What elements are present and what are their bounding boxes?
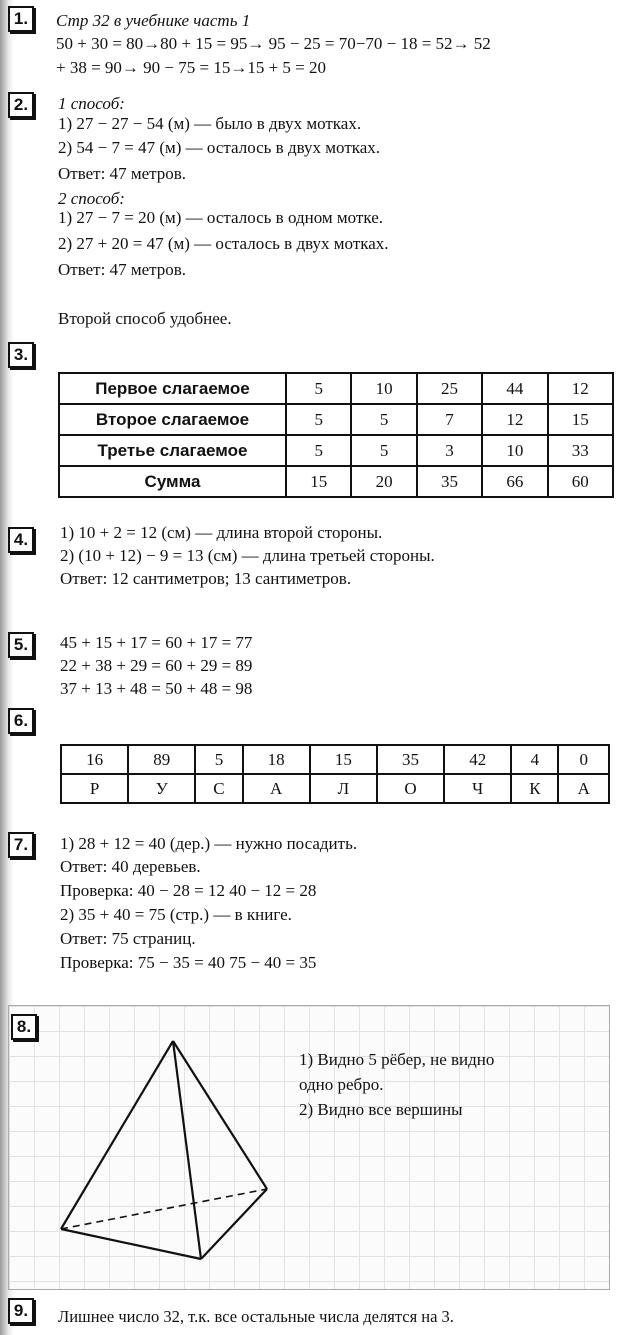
table-row [61, 774, 609, 803]
table-cell: 3 [417, 435, 482, 466]
table-cell: 15 [548, 404, 613, 435]
table-cell: 15 [286, 466, 351, 497]
number-cell: 16 [61, 745, 128, 774]
task-7-line: Ответ: 75 страниц. [60, 929, 196, 948]
letter-cell: Р [61, 774, 128, 803]
table-row [59, 435, 613, 466]
number-cell: 5 [195, 745, 242, 774]
row-label: Сумма [59, 466, 286, 497]
task-4-answer: Ответ: 12 сантиметров; 13 сантиметров. [60, 569, 352, 588]
table-row [59, 373, 613, 404]
letter-cell: А [558, 774, 609, 803]
table-row [59, 404, 613, 435]
table-cell: 10 [482, 435, 547, 466]
task-4-number: 4. [8, 527, 34, 553]
task-9-answer: Лишнее число 32, т.к. все остальные числа делятся на 3. [58, 1307, 454, 1326]
letter-cell: Ч [444, 774, 511, 803]
task-2-line: 2) 27 + 20 = 47 (м) — осталось в двух мотках. [58, 234, 389, 253]
task-4-line: 1) 10 + 2 = 12 (см) — длина второй стороны. [60, 523, 383, 542]
task-2-line: 1) 27 − 27 − 54 (м) — было в двух мотках. [58, 114, 362, 133]
task-8-line: одно ребро. [299, 1075, 384, 1094]
task-2-answer-2: Ответ: 47 метров. [58, 260, 187, 279]
letter-cell: О [377, 774, 444, 803]
task-2-conclusion: Второй способ удобнее. [58, 309, 232, 328]
task-2-number: 2. [8, 92, 34, 118]
task-7-line: Проверка: 40 − 28 = 12 40 − 12 = 28 [60, 881, 317, 900]
number-cell: 18 [243, 745, 310, 774]
task-3-number: 3. [8, 342, 34, 368]
table-cell: 12 [482, 404, 547, 435]
table-cell: 33 [548, 435, 613, 466]
table-cell: 12 [548, 373, 613, 404]
letter-cell: А [243, 774, 310, 803]
task-7-line: Ответ: 40 деревьев. [60, 857, 201, 876]
task-7-line: 1) 28 + 12 = 40 (дер.) — нужно посадить. [60, 834, 358, 853]
table-cell: 60 [548, 466, 613, 497]
table-cell: 44 [482, 373, 547, 404]
task-8-line: 2) Видно все вершины [299, 1100, 463, 1119]
pyramid-edge [173, 1041, 201, 1259]
pyramid-edge [201, 1189, 267, 1259]
letter-cell: К [511, 774, 558, 803]
row-label: Второе слагаемое [59, 404, 286, 435]
task-2-answer-1: Ответ: 47 метров. [58, 164, 187, 183]
task-2-method-1-heading: 1 способ: [58, 94, 125, 113]
table-cell: 5 [351, 404, 416, 435]
task-1-reference: Стр 32 в учебнике часть 1 [56, 11, 251, 30]
pyramid-edge [173, 1041, 267, 1189]
table-cell: 66 [482, 466, 547, 497]
pyramid-visible-edges [61, 1041, 267, 1259]
pyramid-edge [61, 1229, 201, 1259]
task-5-number: 5. [8, 632, 34, 658]
task-1-chain-line-1: 50 + 30 = 80→80 + 15 = 95→ 95 − 25 = 70−70 − 18 = 52→ 52 [56, 34, 491, 53]
task-2-line: 1) 27 − 7 = 20 (м) — осталось в одном мотке. [58, 208, 383, 227]
table-row [61, 745, 609, 774]
table-cell: 5 [286, 404, 351, 435]
table-cell: 7 [417, 404, 482, 435]
task-5-line: 45 + 15 + 17 = 60 + 17 = 77 [60, 633, 253, 652]
task-8-line: 1) Видно 5 рёбер, не видно [299, 1050, 495, 1069]
task-6-number: 6. [8, 708, 34, 734]
table-cell: 5 [286, 373, 351, 404]
cipher-table [60, 744, 610, 804]
letter-cell: С [195, 774, 242, 803]
number-cell: 0 [558, 745, 609, 774]
number-cell: 89 [128, 745, 195, 774]
table-row [59, 466, 613, 497]
row-label: Первое слагаемое [59, 373, 286, 404]
table-cell: 5 [286, 435, 351, 466]
task-5-line: 37 + 13 + 48 = 50 + 48 = 98 [60, 679, 253, 698]
addition-table [58, 372, 614, 498]
letter-cell: У [128, 774, 195, 803]
number-cell: 42 [444, 745, 511, 774]
task-7-number: 7. [8, 832, 34, 858]
task-8-number: 8. [11, 1014, 37, 1040]
task-7-line: Проверка: 75 − 35 = 40 75 − 40 = 35 [60, 953, 317, 972]
letter-cell: Л [310, 774, 377, 803]
number-cell: 15 [310, 745, 377, 774]
number-cell: 4 [511, 745, 558, 774]
row-label: Третье слагаемое [59, 435, 286, 466]
table-cell: 20 [351, 466, 416, 497]
task-1-number: 1. [8, 6, 34, 32]
task-7-line: 2) 35 + 40 = 75 (стр.) — в книге. [60, 905, 292, 924]
table-cell: 35 [417, 466, 482, 497]
task-5-line: 22 + 38 + 29 = 60 + 29 = 89 [60, 656, 253, 675]
task-1-chain-line-2: + 38 = 90→ 90 − 75 = 15→15 + 5 = 20 [56, 58, 327, 77]
number-cell: 35 [377, 745, 444, 774]
task-9-number: 9. [8, 1298, 34, 1324]
table-cell: 5 [351, 435, 416, 466]
task-2-method-2-heading: 2 способ: [58, 189, 125, 208]
pyramid-edge [61, 1041, 173, 1229]
grid-paper-figure [8, 1005, 610, 1290]
table-cell: 10 [351, 373, 416, 404]
task-2-line: 2) 54 − 7 = 47 (м) — осталось в двух мотках. [58, 138, 381, 157]
table-cell: 25 [417, 373, 482, 404]
task-4-line: 2) (10 + 12) − 9 = 13 (см) — длина третьей стороны. [60, 546, 435, 565]
